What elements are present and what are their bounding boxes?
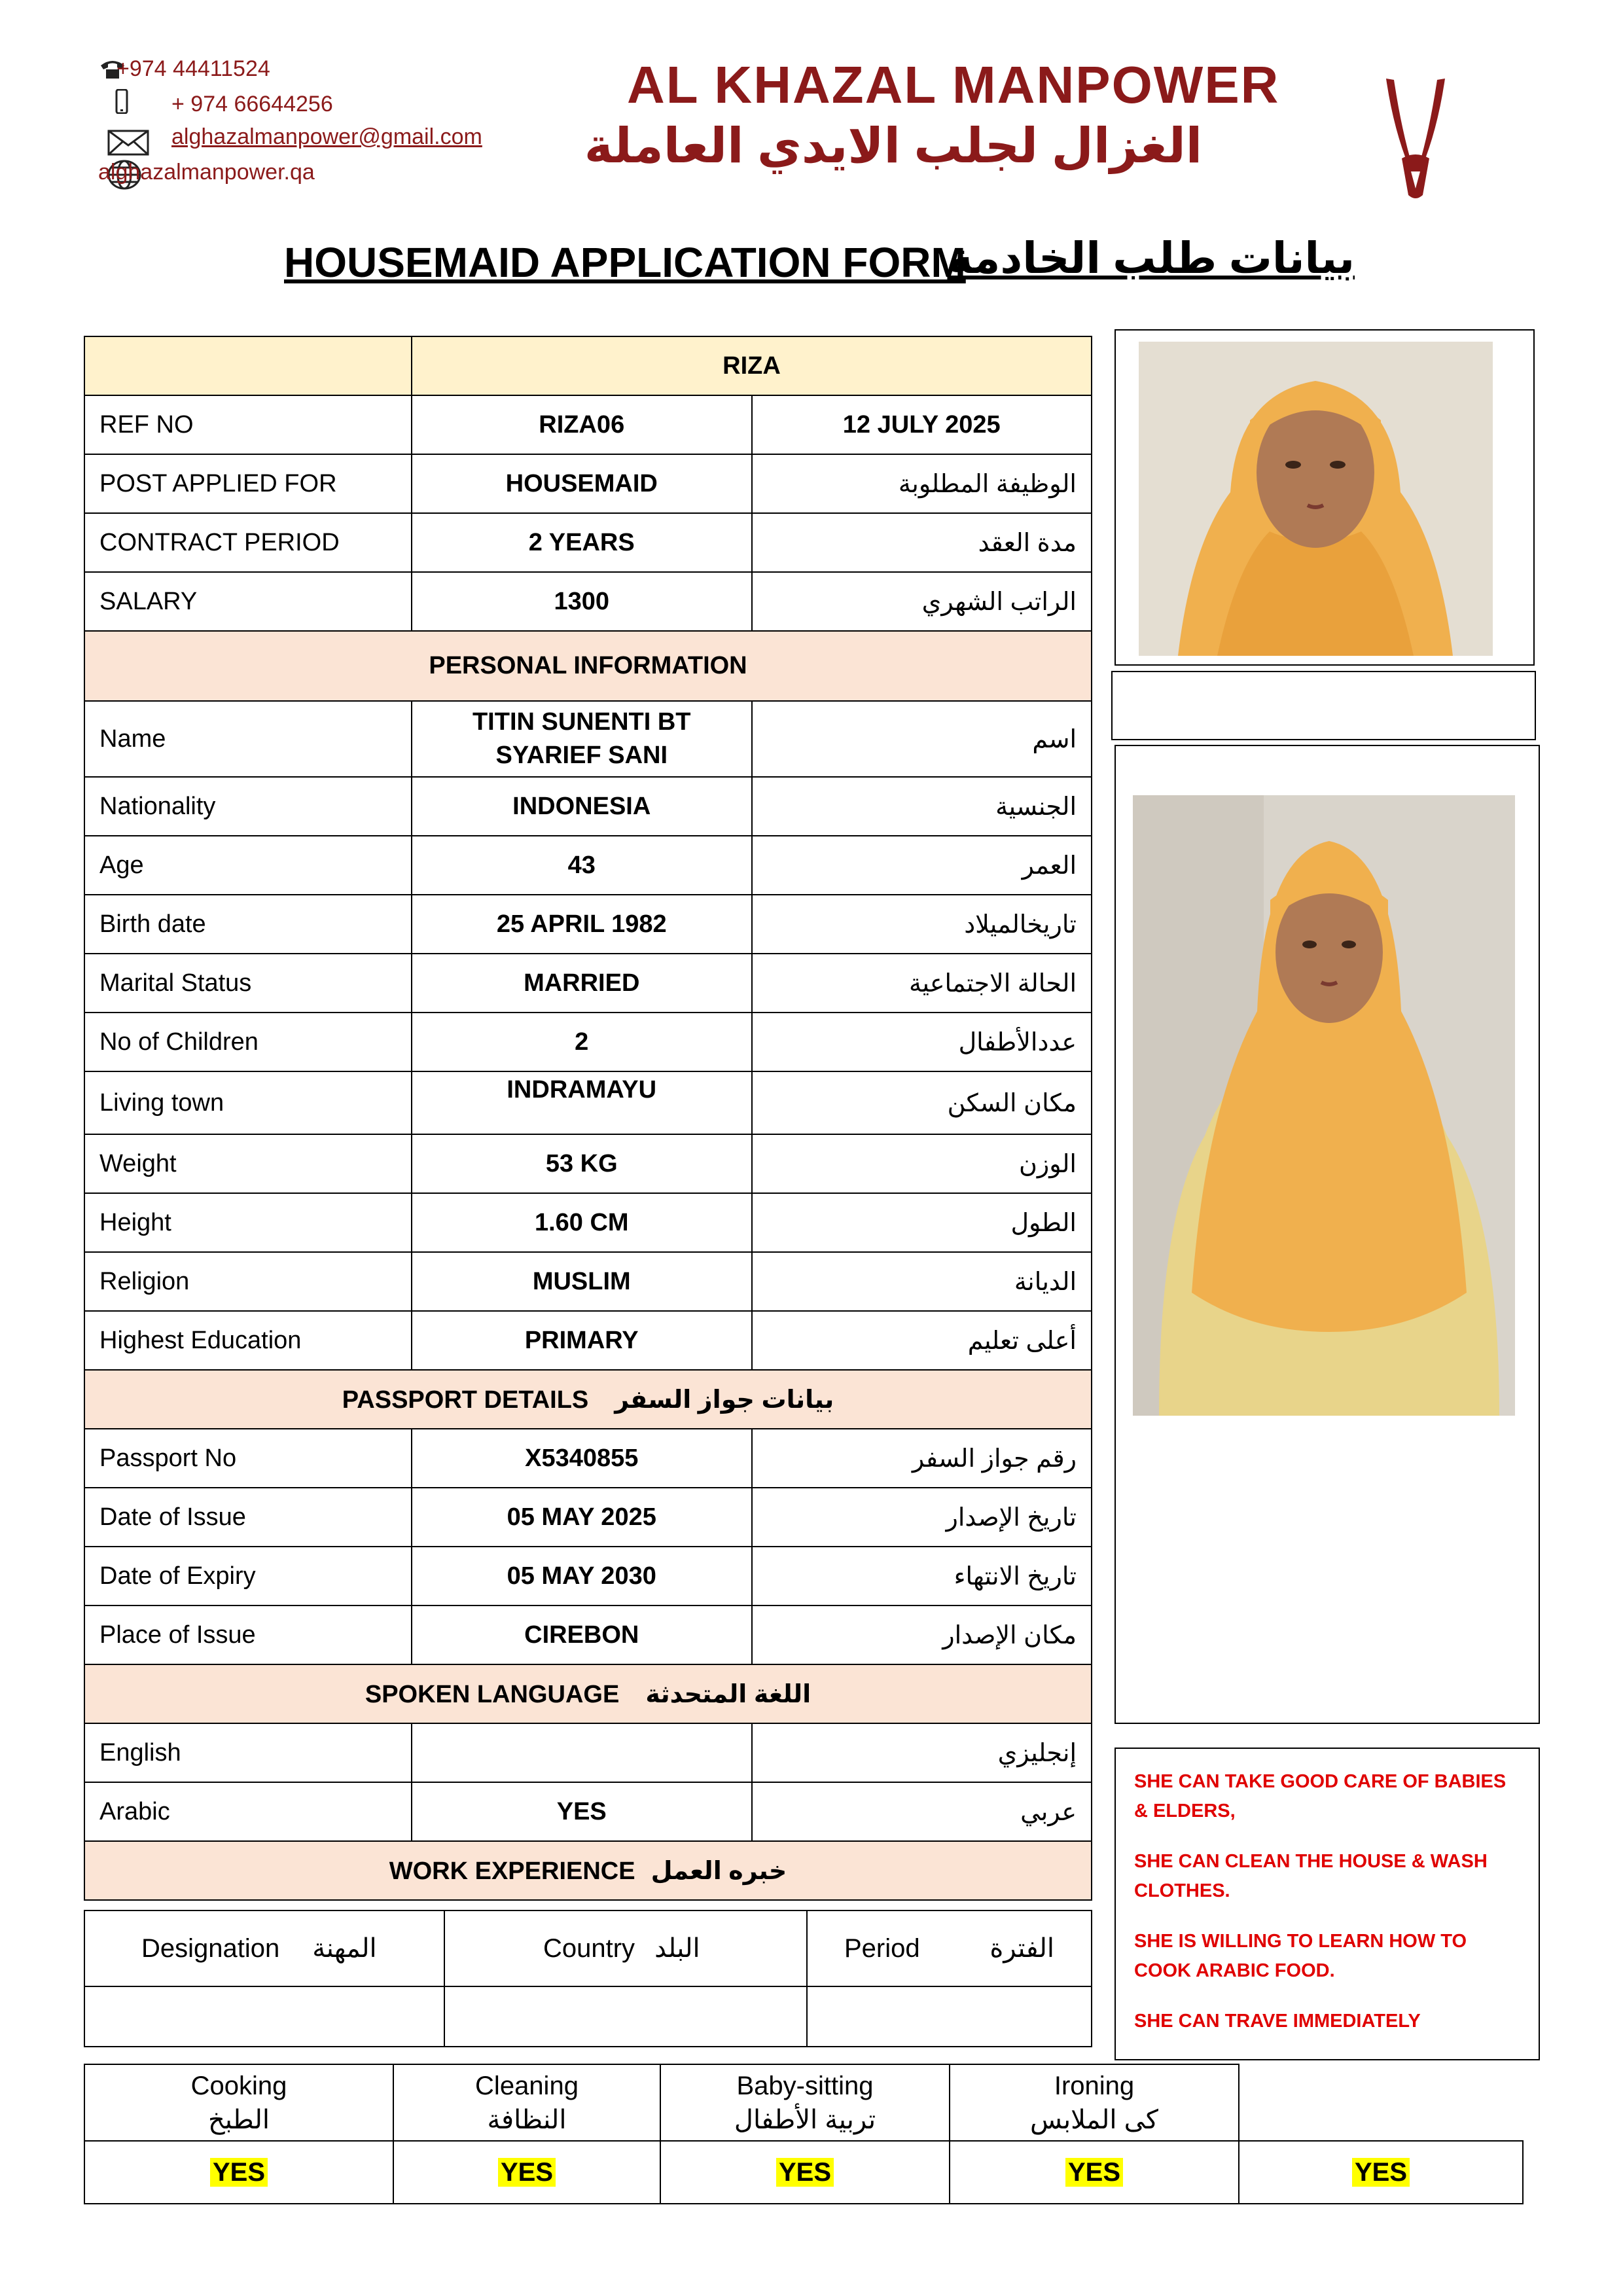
row-label: REF NO [84,395,412,454]
row-label: Marital Status [84,954,412,1013]
education-value: PRIMARY [412,1311,752,1370]
row-label: SALARY [84,572,412,631]
full-body-image [1133,795,1515,1416]
period-label: Period [844,1933,920,1963]
blank-cell [84,336,412,395]
row-label-ar: إنجليزي [752,1723,1092,1782]
designation-cell [84,1986,444,2047]
personal-info-heading: PERSONAL INFORMATION [84,631,1092,701]
english-value [412,1723,752,1782]
skill-baby-sitting [660,2064,950,2141]
row-label-ar: تاريخالميلاد [752,895,1092,954]
row-label-ar: الراتب الشهري [752,572,1092,631]
candidate-name: RIZA [412,336,1092,395]
country-header [444,1910,807,1986]
country-cell [444,1986,807,2047]
table-row [84,454,1092,513]
skill-value: YES [776,2158,834,2187]
row-label: Religion [84,1252,412,1311]
row-label: Living town [84,1071,412,1134]
phone-number-1: +974 44411524 [116,56,270,81]
height-value: 1.60 CM [412,1193,752,1252]
row-label-ar: أعلى تعليم [752,1311,1092,1370]
brand-name-en: AL KHAZAL MANPOWER [627,56,1280,114]
table-row [84,1723,1092,1782]
nationality-value: INDONESIA [412,777,752,836]
work-header-row [84,1910,1092,1986]
row-label: Passport No [84,1429,412,1488]
row-label: English [84,1723,412,1782]
skill-label-ar: النظافة [487,2105,567,2134]
row-label: Highest Education [84,1311,412,1370]
row-label-ar: تاريخ الإصدار [752,1488,1092,1547]
row-label: Arabic [84,1782,412,1841]
full-photo [1133,795,1515,1416]
skill-label: Baby-sitting [736,2071,874,2100]
skill-value: YES [1065,2158,1123,2187]
table-row [84,1134,1092,1193]
passport-no-value: X5340855 [412,1429,752,1488]
skill-value-cell [393,2141,660,2204]
row-label: CONTRACT PERIOD [84,513,412,572]
row-label-ar: الجنسية [752,777,1092,836]
table-row [84,1013,1092,1071]
skill-cooking [84,2064,393,2141]
post-value: HOUSEMAID [412,454,752,513]
expiry-date-value: 05 MAY 2030 [412,1547,752,1605]
note-item: SHE CAN CLEAN THE HOUSE & WASH CLOTHES. [1134,1850,1488,1901]
row-label: Date of Issue [84,1488,412,1547]
candidate-notes [1115,1748,1540,2060]
contact-block [98,56,556,194]
skill-value-cell [950,2141,1239,2204]
skill-label-ar: الطبخ [207,2105,270,2134]
skills-label-row [84,2064,1523,2141]
table-row [84,954,1092,1013]
work-entry-row [84,1986,1092,2047]
skill-label: Cooking [190,2071,287,2100]
skills-table [84,2064,1524,2204]
work-heading [84,1841,1092,1900]
section-header [84,631,1092,701]
row-label-ar: عربي [752,1782,1092,1841]
portrait-photo [1139,342,1493,656]
ref-no-value: RIZA06 [412,395,752,454]
table-row [84,1071,1092,1134]
portrait-image [1139,342,1493,656]
skill-value-cell [1239,2141,1523,2204]
work-heading-en: WORK EXPERIENCE [389,1857,635,1885]
designation-label-ar: المهنة [312,1934,377,1963]
language-heading-en: SPOKEN LANGUAGE [365,1680,620,1708]
table-row [84,1547,1092,1605]
work-heading-ar: خبره العمل [651,1857,787,1885]
skill-value: YES [498,2158,556,2187]
passport-heading-ar: بيانات جواز السفر [615,1386,834,1414]
form-title-en: HOUSEMAID APPLICATION FORM [284,239,966,286]
row-label-ar: مكان السكن [752,1071,1092,1134]
blank-cell [1239,2064,1523,2141]
designation-label: Designation [141,1933,280,1963]
period-cell [807,1986,1092,2047]
skill-label: Ironing [1054,2071,1135,2100]
mobile-phone-icon [115,89,128,114]
section-header [84,1370,1092,1429]
passport-heading-en: PASSPORT DETAILS [342,1386,589,1414]
section-header [84,1664,1092,1723]
language-heading [84,1664,1092,1723]
arabic-value: YES [412,1782,752,1841]
designation-header [84,1910,444,1986]
country-label-ar: البلد [654,1934,700,1963]
row-label-ar: الوظيفة المطلوبة [752,454,1092,513]
row-label: POST APPLIED FOR [84,454,412,513]
caption-box [1111,671,1536,740]
table-row [84,1605,1092,1664]
table-row [84,395,1092,454]
name-value: TITIN SUNENTI BT SYARIEF SANI [412,701,752,777]
website-link[interactable]: alghazalmanpower.qa [98,160,315,185]
issue-place-value: CIREBON [412,1605,752,1664]
table-row [84,1311,1092,1370]
birth-date-value: 25 APRIL 1982 [412,895,752,954]
row-label: Place of Issue [84,1605,412,1664]
row-label: Nationality [84,777,412,836]
skill-label-ar: كى الملابس [1030,2105,1158,2134]
row-label: Date of Expiry [84,1547,412,1605]
mail-icon [107,130,149,156]
row-label: Birth date [84,895,412,954]
table-row [84,1193,1092,1252]
row-label: Age [84,836,412,895]
row-label-ar: مكان الإصدار [752,1605,1092,1664]
row-label-ar: الديانة [752,1252,1092,1311]
skill-ironing [950,2064,1239,2141]
row-label-ar: الوزن [752,1134,1092,1193]
period-header [807,1910,1092,1986]
table-row [84,777,1092,836]
note-item: SHE CAN TAKE GOOD CARE OF BABIES & ELDERS, [1134,1771,1507,1821]
row-label-ar: تاريخ الانتهاء [752,1547,1092,1605]
skill-cleaning [393,2064,660,2141]
table-row [84,701,1092,777]
table-row [84,572,1092,631]
living-town-value: INDRAMAYU [412,1071,752,1134]
row-label: Height [84,1193,412,1252]
skill-value: YES [210,2158,268,2187]
row-label-ar: رقم جواز السفر [752,1429,1092,1488]
skill-value: YES [1352,2158,1410,2187]
skill-label: Cleaning [475,2071,579,2100]
language-heading-ar: اللغة المتحدثة [645,1680,812,1708]
row-label-ar: العمر [752,836,1092,895]
table-row [84,836,1092,895]
table-row [84,1429,1092,1488]
phone-number-2: + 974 66644256 [171,92,333,117]
brand-name-ar: الغزال لجلب الايدي العاملة [584,118,1203,173]
note-item: SHE IS WILLING TO LEARN HOW TO COOK ARABIC FOOD. [1134,1930,1467,1981]
form-title-ar: بيانات طلب الخادمة [947,234,1355,282]
religion-value: MUSLIM [412,1252,752,1311]
table-row [84,1252,1092,1311]
age-value: 43 [412,836,752,895]
row-label-ar: اسم [752,701,1092,777]
period-label-ar: الفترة [990,1934,1054,1963]
country-label: Country [543,1933,635,1963]
note-item: SHE CAN TRAVE IMMEDIATELY [1134,2010,1421,2032]
contract-value: 2 YEARS [412,513,752,572]
table-row [84,895,1092,954]
row-label-ar: الحالة الاجتماعية [752,954,1092,1013]
children-value: 2 [412,1013,752,1071]
skills-value-row [84,2141,1523,2204]
table-row [84,1782,1092,1841]
row-label: Weight [84,1134,412,1193]
email-link[interactable]: alghazalmanpower@gmail.com [171,124,482,149]
candidate-row [84,336,1092,395]
gazelle-logo-icon [1380,73,1452,202]
issue-date-value: 05 MAY 2025 [412,1488,752,1547]
form-date: 12 JULY 2025 [752,395,1092,454]
row-label-ar: عددالأطفال [752,1013,1092,1071]
row-label: No of Children [84,1013,412,1071]
row-label: Name [84,701,412,777]
table-row [84,1488,1092,1547]
section-header [84,1841,1092,1900]
marital-value: MARRIED [412,954,752,1013]
application-table [84,336,1092,1901]
row-label-ar: مدة العقد [752,513,1092,572]
skill-label-ar: تربية الأطفال [734,2105,876,2134]
passport-heading [84,1370,1092,1429]
row-label-ar: الطول [752,1193,1092,1252]
weight-value: 53 KG [412,1134,752,1193]
work-experience-table [84,1910,1092,2047]
table-row [84,513,1092,572]
skill-value-cell [660,2141,950,2204]
skill-value-cell [84,2141,393,2204]
salary-value: 1300 [412,572,752,631]
